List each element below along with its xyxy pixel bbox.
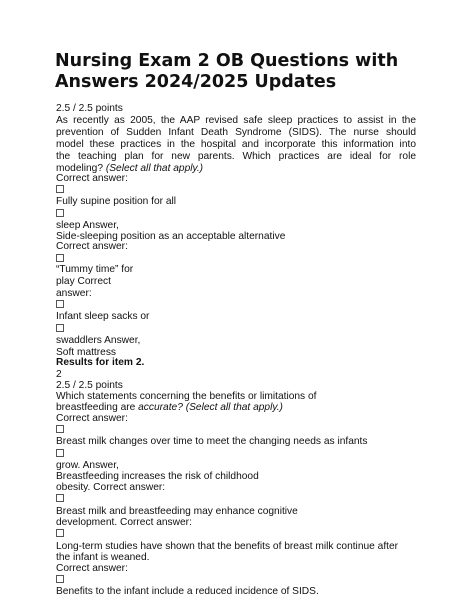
q2-stem-line-2-text: breastfeeding are: [56, 402, 136, 413]
q1-stem-line-3: model these practices in the hospital and incorporate this information into: [56, 139, 416, 150]
q1-option-3-line-1: “Tummy time” for: [56, 264, 134, 275]
q1-option-4-text: Infant sleep sacks or: [56, 311, 150, 322]
q1-stem-line-2: prevention of Sudden Infant Death Syndrome (SIDS). The nurse should: [56, 127, 416, 138]
q1-option-5-text: Soft mattress: [56, 347, 117, 358]
q1-stem-line-1: As recently as 2005, the AAP revised safe sleep practices to assist in the: [56, 115, 416, 126]
q1-option-4-checkbox[interactable]: [56, 300, 64, 308]
q1-option-5-checkbox[interactable]: [56, 324, 64, 332]
q2-option-5-checkbox[interactable]: [56, 575, 64, 583]
q2-option-3-checkbox[interactable]: [56, 494, 64, 502]
q2-option-1-line-1: Breast milk changes over time to meet the changing needs as infants: [56, 436, 368, 447]
q1-option-3-line-2: play Correct: [56, 276, 111, 287]
q1-option-2-text: Side-sleeping position as an acceptable alternative: [56, 231, 286, 242]
q2-number: 2: [56, 369, 62, 380]
q2-option-2-line-2: obesity. Correct answer:: [56, 482, 166, 493]
q1-stem-last: modeling?: [56, 163, 104, 174]
q1-results-label: Results for item 2.: [56, 357, 145, 368]
q2-option-3-line-1: Breast milk and breastfeeding may enhance cognitive: [56, 506, 298, 517]
q2-score: 2.5 / 2.5 points: [56, 380, 123, 391]
q2-option-4-line-1: Long-term studies have shown that the benefits of breast milk continue after: [56, 541, 399, 552]
q2-option-1-line-2: grow. Answer,: [56, 460, 119, 471]
q1-correct-answer-label: Correct answer:: [56, 173, 128, 184]
title-line-1: Nursing Exam 2 OB Questions with: [55, 51, 399, 71]
q2-correct-answer-label: Correct answer:: [56, 413, 128, 424]
q1-correct-answer-label-2: Correct answer:: [56, 241, 128, 252]
q1-option-1-line-2: sleep Answer,: [56, 220, 119, 231]
q1-option-4-line-2: swaddlers Answer,: [56, 335, 141, 346]
q2-stem-line-1: Which statements concerning the benefits or limitations of: [56, 391, 317, 402]
q1-option-2-checkbox[interactable]: [56, 209, 64, 217]
q2-option-1-checkbox[interactable]: [56, 425, 64, 433]
q2-select-note: accurate? (Select all that apply.): [138, 402, 283, 413]
q2-option-5-text: Benefits to the infant include a reduced incidence of SIDS.: [56, 586, 319, 597]
q2-option-2-checkbox[interactable]: [56, 449, 64, 457]
q2-option-2-line-1: Breastfeeding increases the risk of childhood: [56, 471, 259, 482]
title-line-2: Answers 2024/2025 Updates: [55, 72, 337, 92]
q2-option-4-line-2: the infant is weaned.: [56, 552, 150, 563]
q1-option-1-checkbox[interactable]: [56, 185, 64, 193]
document-title: [55, 51, 435, 93]
q1-option-1-line-1: Fully supine position for all: [56, 196, 177, 207]
q1-option-3-checkbox[interactable]: [56, 254, 64, 262]
q1-stem-line-4: the teaching plan for new parents. Which practices are ideal for role: [56, 151, 416, 162]
q1-select-note: (Select all that apply.): [105, 163, 204, 174]
q2-option-3-line-2: development. Correct answer:: [56, 517, 192, 528]
q2-option-4-checkbox[interactable]: [56, 529, 64, 537]
q1-option-3-line-3: answer:: [56, 288, 92, 299]
q1-score: 2.5 / 2.5 points: [56, 103, 123, 114]
q2-correct-answer-label-2: Correct answer:: [56, 563, 128, 574]
